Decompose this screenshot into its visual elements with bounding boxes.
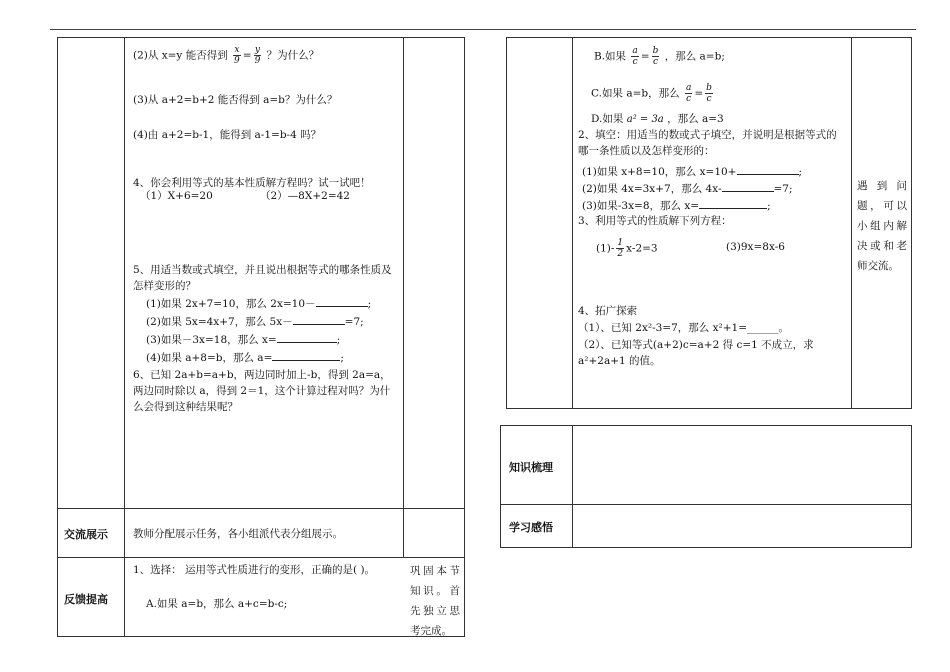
- row-label-feedback: 反馈提高: [64, 593, 108, 606]
- task-5-item-1: (1)如果 2x+7=10，那么 2x=10－ ;: [146, 295, 371, 311]
- task-4-title: 4、你会利用等式的基本性质解方程吗？试一试吧！: [133, 177, 371, 189]
- question-2-tail: ？为什么？: [266, 49, 320, 62]
- answer-blank[interactable]: [293, 313, 345, 325]
- summary-table: [500, 425, 912, 548]
- feedback-side-note: 巩固本节知识。首先独立思考完成。: [410, 565, 460, 637]
- task-5-item-4: (4)如果 a+8=b，那么 a= ;: [146, 349, 344, 365]
- answer-blank[interactable]: [699, 197, 767, 209]
- summary-row-divider: [500, 504, 912, 505]
- option-d-expression: a² = 3a: [626, 114, 664, 125]
- header-rule: [50, 29, 916, 30]
- left-col-divider-2: [403, 37, 404, 557]
- solve-equation-2: (3)9x=8x-6: [726, 241, 785, 253]
- solve-title: 3、利用等式的性质解下列方程：: [578, 215, 732, 227]
- question-4: (4)由 a+2=b-1，能得到 a-1=b-4 吗？: [133, 129, 322, 141]
- right-col-divider-2: [851, 37, 852, 409]
- answer-blank[interactable]: [316, 295, 368, 307]
- answer-blank[interactable]: [277, 331, 337, 343]
- task-4-equation-2: （2）—8X+2=42: [260, 190, 350, 202]
- feedback-question-1: 1、选择： 运用等式性质进行的变形，正确的是( )。: [133, 564, 376, 576]
- question-3: (3)从 a+2=b+2 能否得到 a=b？为什么？: [133, 94, 338, 106]
- summary-col-divider: [572, 425, 573, 548]
- answer-blank[interactable]: [737, 163, 799, 175]
- fraction-x-over-9: $\frac{x}{9}$: [234, 45, 240, 66]
- fraction-b-over-c: $\frac{b}{c}$: [652, 46, 659, 67]
- fill-item-1: (1)如果 x+8=10，那么 x=10+ ;: [582, 163, 802, 179]
- answer-blank[interactable]: [722, 180, 774, 192]
- fraction-y-over-9: $\frac{y}{9}$: [254, 45, 261, 66]
- right-side-note: 遇到问题，可以小组内解决或和老师交流。: [857, 180, 907, 272]
- question-2: (2)从 x=y 能否得到 $\frac{x}{9}$ = $\frac{y}{9}$ ？为什么？: [133, 45, 320, 66]
- solve-equation-1: (1)- $\frac{1}{2}$ x-2=3: [596, 238, 658, 259]
- row-label-exchange: 交流展示: [64, 528, 108, 541]
- question-2-text: (2)从 x=y 能否得到: [133, 49, 228, 62]
- option-d: D.如果 a² = 3a ，那么 a=3: [591, 113, 724, 125]
- extension-item-2: （2）、已知等式(a+2)c=a+2 得 c=1 不成立，求 a²+2a+1 的值。: [578, 339, 814, 367]
- answer-blank[interactable]: [272, 349, 340, 361]
- extension-item-1: （1）、已知 2x²-3=7，那么 x²+1=______。: [578, 322, 790, 334]
- fraction-b-over-c: $\frac{b}{c}$: [706, 83, 712, 104]
- row-text-exchange: 教师分配展示任务，各小组派代表分组展示。: [133, 528, 343, 540]
- task-6: 6、已知 2a+b=a+b，两边同时加上-b，得到 2a=a，两边同时除以 a，得到 2＝1，这个计算过程对吗？为什么会得到这种结果呢？: [133, 369, 391, 413]
- option-c: C.如果 a=b，那么 $\frac{a}{c}$ = $\frac{b}{c}$: [591, 83, 712, 104]
- fraction-one-half: $\frac{1}{2}$: [617, 238, 624, 259]
- fill-title: 2、填空：用适当的数或式子填空，并说明是根据等式的哪一条性质以及怎样变形的：: [578, 129, 837, 157]
- option-b: B.如果 $\frac{a}{c}$ = $\frac{b}{c}$ ，那么 a=b;: [594, 46, 725, 67]
- fill-item-2: (2)如果 4x=3x+7，那么 4x- =7;: [582, 180, 793, 196]
- left-row-divider-2: [57, 557, 465, 558]
- fraction-a-over-c: $\frac{a}{c}$: [685, 83, 692, 104]
- feedback-option-a: A.如果 a=b，那么 a+c=b-c;: [146, 598, 288, 610]
- extension-title: 4、拓广探索: [578, 305, 638, 317]
- fill-item-3: (3)如果-3x=8，那么 x= ;: [582, 197, 771, 213]
- row-label-reflection: 学习感悟: [509, 521, 553, 534]
- left-col-divider-1: [124, 37, 125, 637]
- task-5-item-3: (3)如果－3x=18，那么 x= ;: [146, 331, 340, 347]
- fraction-a-over-c: $\frac{a}{c}$: [632, 46, 638, 67]
- task-5-item-2: (2)如果 5x=4x+7，那么 5x－ =7;: [146, 313, 364, 329]
- task-5-title: 5、用适当数或式填空，并且说出根据等式的哪条性质及怎样变形的？: [133, 264, 392, 292]
- right-col-divider-1: [572, 37, 573, 409]
- task-4-equation-1: （1）X+6=20: [140, 190, 213, 202]
- row-label-knowledge-summary: 知识梳理: [509, 461, 553, 474]
- left-row-divider-1: [57, 508, 465, 509]
